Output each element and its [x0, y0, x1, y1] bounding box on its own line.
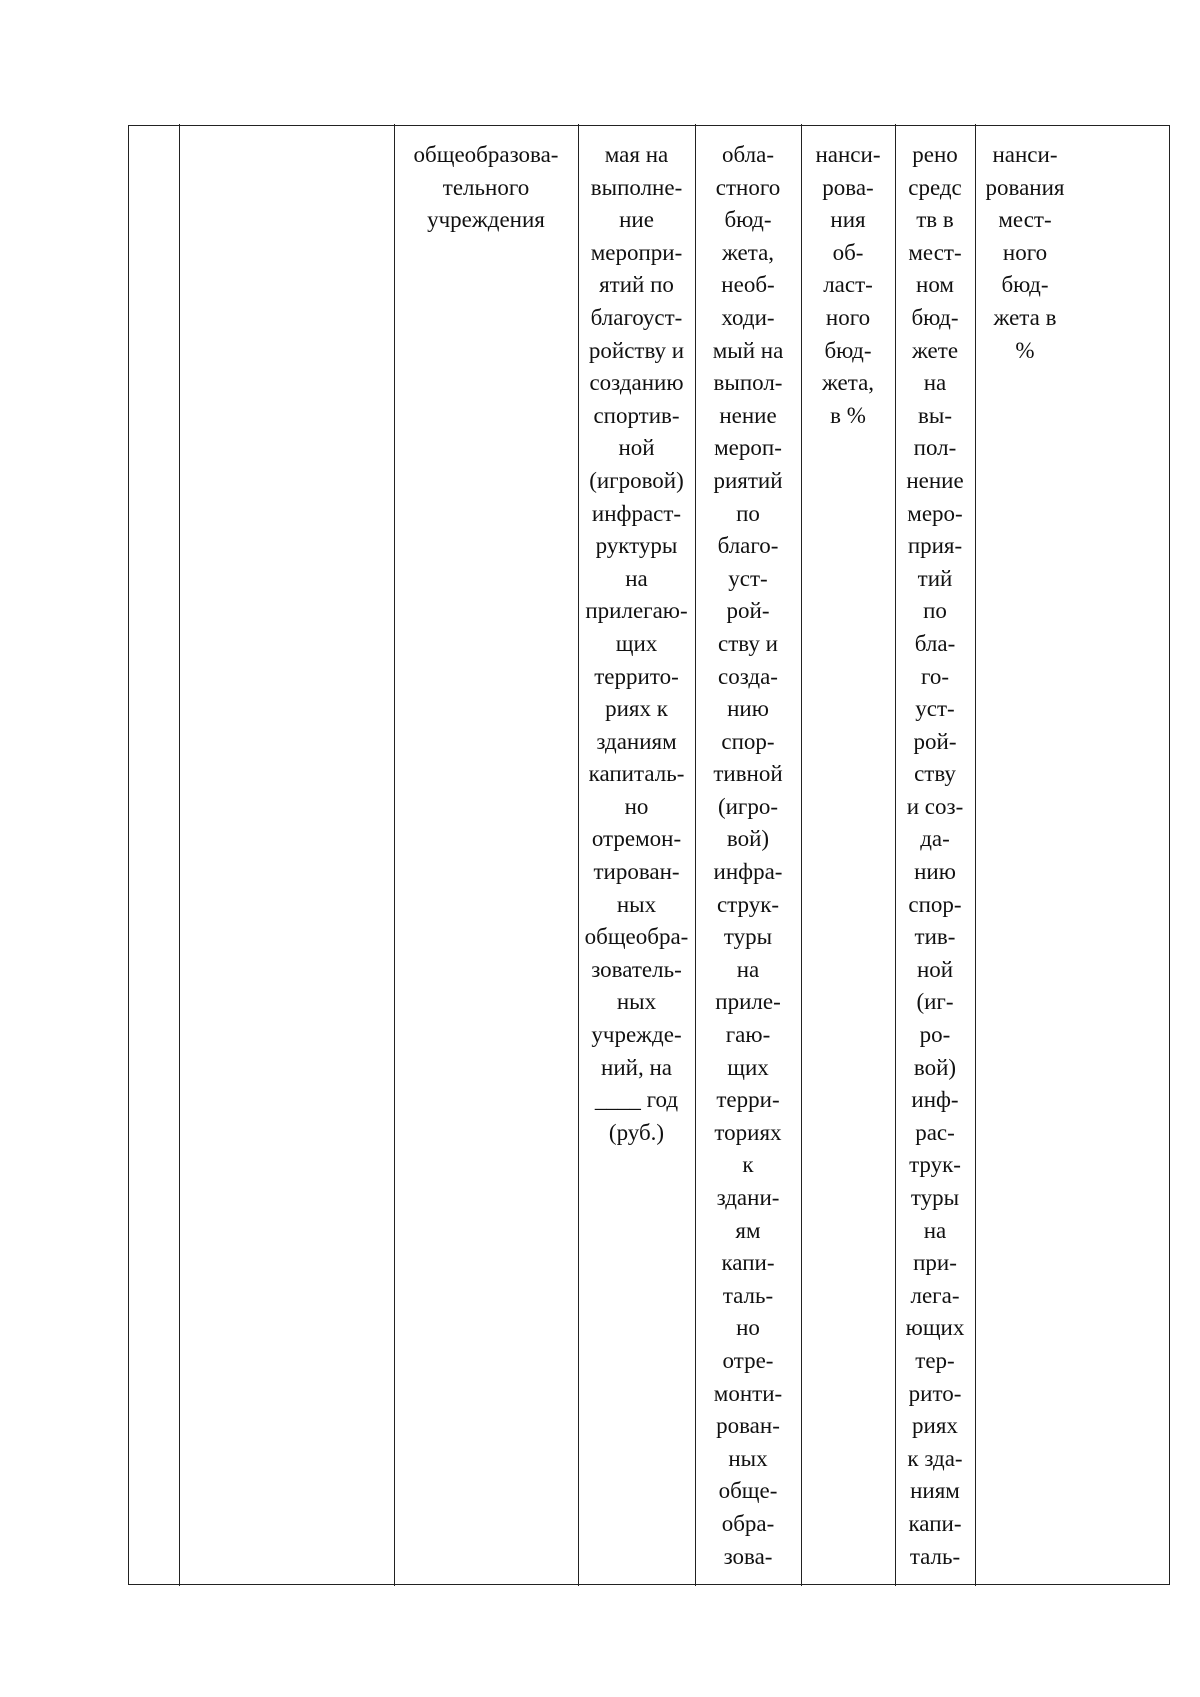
cell-text-line: обра-: [721, 1510, 775, 1536]
cell-text-line: (руб.): [608, 1119, 665, 1145]
cell-text-line: ном: [916, 272, 954, 298]
cell-text-line: здани-: [716, 1185, 780, 1210]
cell-text-line: жета в: [993, 304, 1057, 330]
cell-text-line: благоуст-: [590, 304, 683, 330]
cell-text-line: ниям: [910, 1478, 960, 1504]
cell-regional-budget-amount: [695, 139, 801, 1573]
cell-text-line: (игро-: [717, 793, 779, 819]
cell-text-line: вой): [913, 1054, 957, 1080]
cell-text-line: (иг-: [916, 989, 954, 1015]
cell-text-line: гаю-: [725, 1022, 771, 1048]
cell-text-line: риях к: [605, 696, 668, 722]
cell-text-line: ям: [735, 1217, 761, 1243]
cell-text-line: спор-: [721, 728, 775, 754]
cell-text-line: нию: [914, 859, 956, 885]
cell-text-line: меро-: [907, 500, 963, 526]
cell-text-line: тий: [917, 565, 953, 591]
cell-text-line: созданию: [589, 370, 684, 396]
cell-text-line: рова-: [822, 174, 874, 200]
cell-text-line: рой-: [726, 598, 770, 624]
cell-text-line: прия-: [907, 533, 963, 559]
cell-text-line: ния: [830, 207, 866, 233]
cell-text-line: ториях: [714, 1119, 782, 1145]
cell-text-line: тельного: [442, 174, 530, 200]
cell-text-line: нение: [719, 402, 777, 428]
cell-text-line: ____ год: [594, 1087, 679, 1113]
cell-text-line: нанси-: [815, 142, 881, 167]
cell-text-line: бла-: [914, 630, 956, 656]
cell-text-line: капиталь-: [588, 761, 685, 787]
cell-text-line: капи-: [721, 1250, 775, 1276]
cell-text-line: монти-: [713, 1380, 783, 1406]
cell-text-line: зданиям: [596, 728, 677, 754]
cell-text-line: инф-: [911, 1087, 959, 1113]
cell-text-line: ного: [825, 304, 871, 330]
cell-text-line: приле-: [715, 989, 781, 1015]
cell-text-line: терри-: [716, 1087, 780, 1113]
cell-text-line: риятий: [713, 467, 783, 493]
cell-text-line: легa-: [910, 1282, 960, 1308]
cell-text-line: обще-: [718, 1478, 778, 1504]
cell-text-line: спортив-: [593, 402, 680, 428]
cell-text-line: рой-: [913, 728, 957, 754]
cell-text-line: необ-: [721, 272, 775, 298]
cell-text-line: туры: [910, 1185, 960, 1210]
cell-text-line: уст-: [728, 565, 768, 591]
cell-text-line: прилегаю-: [585, 598, 688, 624]
cell-text-line: на: [625, 565, 648, 591]
cell-local-budget-amount: [895, 139, 975, 1573]
cell-text-line: нию: [727, 696, 769, 722]
cell-text-line: зова-: [723, 1543, 773, 1569]
cell-text-line: ние: [619, 207, 654, 233]
cell-text-line: вы-: [918, 402, 952, 428]
cell-text-line: бюд-: [911, 304, 959, 330]
cell-text-line: благо-: [717, 533, 779, 559]
cell-text-line: рито-: [908, 1380, 962, 1406]
cell-text-line: руктуры: [595, 533, 678, 559]
cell-text-line: ной: [618, 435, 655, 461]
cell-text-line: к: [742, 1152, 754, 1178]
cell-text-line: но: [736, 1315, 760, 1341]
cell-text-line: отремон-: [591, 826, 682, 852]
cell-text-line: в %: [830, 402, 866, 428]
cell-text-line: тивной: [713, 761, 783, 787]
cell-text-line: %: [1015, 337, 1035, 363]
cell-text-line: на: [736, 956, 760, 982]
cell-text-line: ятий по: [599, 272, 674, 298]
cell-text-line: созда-: [718, 663, 778, 689]
cell-text-line: мая на: [604, 142, 669, 167]
cell-text-line: и соз-: [906, 793, 964, 819]
cell-text-line: общеобразова-: [413, 142, 559, 167]
cell-text-line: бюд-: [1001, 272, 1049, 298]
cell-text-line: общеобра-: [584, 924, 689, 950]
cell-text-line: средс: [908, 174, 962, 200]
cell-text-line: таль-: [909, 1543, 961, 1569]
cell-text-line: трук-: [909, 1152, 961, 1178]
cell-text-line: мый на: [712, 337, 784, 363]
cell-text-line: мест-: [998, 207, 1052, 233]
cell-text-line: риях: [912, 1413, 958, 1439]
cell-local-budget-percent: [975, 139, 1075, 367]
cell-text-line: тирован-: [593, 859, 680, 885]
cell-text-line: рено: [912, 142, 958, 167]
cell-text-line: на: [923, 1217, 947, 1243]
cell-text-line: выполне-: [590, 174, 683, 200]
cell-text-line: уст-: [915, 696, 955, 722]
cell-text-line: по: [923, 598, 947, 624]
cell-text-line: ству и: [718, 630, 778, 656]
cell-text-line: ных: [616, 891, 657, 917]
cell-regional-budget-percent: [801, 139, 895, 432]
cell-text-line: на: [923, 370, 947, 396]
cell-text-line: жета,: [821, 370, 875, 396]
cell-text-line: по: [736, 500, 760, 526]
cell-text-line: спор-: [908, 891, 962, 917]
cell-amount-required: [578, 139, 695, 1149]
cell-text-line: бюд-: [724, 207, 772, 233]
cell-text-line: зователь-: [591, 956, 682, 982]
column-divider-1: [179, 124, 180, 1586]
cell-text-line: отре-: [722, 1347, 774, 1373]
cell-text-line: щих: [727, 1054, 769, 1080]
cell-text-line: жета,: [721, 239, 775, 265]
data-table: [128, 125, 1170, 1585]
cell-text-line: щих: [615, 630, 658, 656]
cell-text-line: рования: [985, 174, 1065, 200]
cell-text-line: тв в: [916, 207, 954, 233]
cell-text-line: го-: [920, 663, 950, 689]
cell-text-line: инфраст-: [591, 500, 682, 526]
cell-text-line: ной: [916, 956, 954, 982]
cell-text-line: мероп-: [714, 435, 782, 461]
cell-text-line: ных: [728, 1445, 768, 1471]
cell-text-line: капи-: [908, 1510, 962, 1536]
cell-text-line: ного: [1002, 239, 1048, 265]
cell-text-line: нение: [906, 467, 964, 493]
cell-text-line: об-: [832, 239, 864, 265]
cell-institution-type: [394, 139, 578, 237]
cell-text-line: ных: [616, 989, 657, 1015]
cell-text-line: рас-: [915, 1119, 955, 1145]
cell-text-line: ройству и: [588, 337, 685, 363]
cell-text-line: пол-: [913, 435, 957, 461]
cell-text-line: ству: [914, 761, 956, 787]
cell-text-line: рован-: [716, 1413, 780, 1439]
cell-text-line: тив-: [914, 924, 956, 950]
cell-text-line: ходи-: [721, 304, 775, 330]
cell-text-line: тер-: [915, 1347, 955, 1373]
cell-text-line: туры: [723, 924, 773, 950]
cell-text-line: ро-: [919, 1022, 951, 1048]
cell-text-line: струк-: [716, 891, 780, 917]
cell-text-line: таль-: [722, 1282, 774, 1308]
cell-text-line: да-: [920, 826, 950, 852]
cell-text-line: при-: [913, 1250, 957, 1276]
cell-text-line: к зда-: [907, 1445, 963, 1471]
cell-text-line: мест-: [908, 239, 962, 265]
cell-text-line: вой): [726, 826, 770, 852]
cell-text-line: жете: [911, 337, 959, 363]
column-divider-2: [394, 124, 395, 1586]
cell-text-line: учрежде-: [591, 1022, 682, 1048]
cell-text-line: ющих: [905, 1315, 965, 1341]
cell-text-line: ласт-: [823, 272, 873, 298]
cell-text-line: обла-: [722, 142, 774, 167]
cell-text-line: меропри-: [590, 239, 683, 265]
cell-text-line: (игровой): [589, 467, 684, 493]
cell-text-line: выпол-: [713, 370, 783, 396]
cell-text-line: бюд-: [824, 337, 872, 363]
cell-text-line: инфра-: [713, 859, 783, 885]
cell-text-line: но: [624, 793, 649, 819]
cell-text-line: учреждения: [427, 207, 545, 233]
cell-text-line: террито-: [594, 663, 679, 689]
cell-text-line: ний, на: [601, 1054, 672, 1080]
cell-text-line: нанси-: [992, 142, 1058, 167]
cell-text-line: стного: [715, 174, 781, 200]
